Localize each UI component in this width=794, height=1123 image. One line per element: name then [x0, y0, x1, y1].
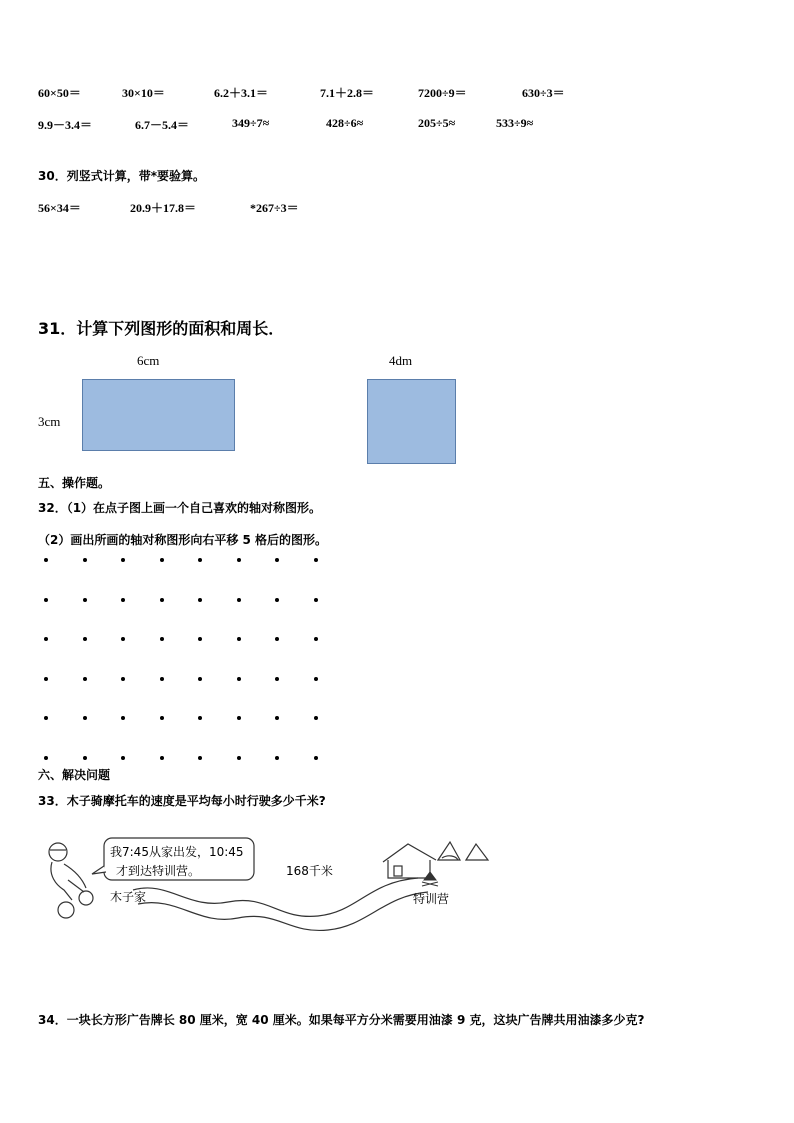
motorcycle-trip-illustration: [38, 830, 498, 940]
grid-dot[interactable]: [44, 558, 48, 562]
grid-dot[interactable]: [121, 637, 125, 641]
road-line-1: [133, 878, 418, 916]
grid-dot[interactable]: [237, 756, 241, 760]
grid-dot[interactable]: [198, 598, 202, 602]
rect-height-label: 3cm: [38, 414, 61, 429]
calc-item: 56×34＝: [38, 201, 81, 215]
grid-dot[interactable]: [121, 716, 125, 720]
question-32-part2: （2）画出所画的轴对称图形向右平移 5 格后的图形。: [38, 533, 328, 547]
grid-dot[interactable]: [44, 598, 48, 602]
grid-dot[interactable]: [83, 637, 87, 641]
grid-dot[interactable]: [237, 677, 241, 681]
grid-dot[interactable]: [160, 677, 164, 681]
grid-dot[interactable]: [83, 558, 87, 562]
camp-house-icon: [383, 842, 488, 878]
section-5-heading: 五、操作题。: [38, 476, 111, 490]
question-30-title: 30．列竖式计算，带*要验算。: [38, 169, 205, 183]
grid-dot[interactable]: [314, 756, 318, 760]
grid-dot[interactable]: [314, 598, 318, 602]
rect-width-label: 6cm: [137, 353, 160, 368]
question-31-title: 31．计算下列图形的面积和周长．: [38, 319, 285, 338]
calc-item: 533÷9≈: [496, 116, 534, 130]
question-34-title: 34．一块长方形广告牌长 80 厘米，宽 40 厘米。如果每平方分米需要用油漆 9 克，这块广告牌共用油漆多少克?: [38, 1013, 645, 1027]
calc-item: 630÷3＝: [522, 86, 565, 100]
calc-item: 9.9－3.4＝: [38, 118, 93, 132]
grid-dot[interactable]: [44, 677, 48, 681]
grid-dot[interactable]: [160, 598, 164, 602]
grid-dot[interactable]: [44, 637, 48, 641]
grid-dot[interactable]: [121, 677, 125, 681]
grid-dot[interactable]: [237, 716, 241, 720]
grid-dot[interactable]: [44, 756, 48, 760]
grid-dot[interactable]: [160, 558, 164, 562]
grid-dot[interactable]: [198, 716, 202, 720]
calc-item: 7.1＋2.8＝: [320, 86, 375, 100]
section-6-heading: 六、解决问题: [38, 768, 111, 782]
grid-dot[interactable]: [121, 598, 125, 602]
grid-dot[interactable]: [275, 637, 279, 641]
grid-dot[interactable]: [314, 716, 318, 720]
speech-text-line2: 才到达特训营。: [116, 864, 201, 878]
trip-drawing: [38, 830, 498, 940]
grid-dot[interactable]: [198, 756, 202, 760]
grid-dot[interactable]: [44, 716, 48, 720]
grid-dot[interactable]: [198, 558, 202, 562]
grid-dot[interactable]: [160, 716, 164, 720]
rectangle-figure: [82, 379, 235, 451]
grid-dot[interactable]: [198, 677, 202, 681]
motorcycle-rider-icon: [49, 843, 93, 918]
calc-item: 20.9＋17.8＝: [130, 201, 197, 215]
calc-item: 349÷7≈: [232, 116, 270, 130]
campfire-icon: [422, 872, 438, 886]
grid-dot[interactable]: [198, 637, 202, 641]
calc-item: 428÷6≈: [326, 116, 364, 130]
grid-dot[interactable]: [83, 756, 87, 760]
calc-item: 30×10＝: [122, 86, 165, 100]
calc-item: 205÷5≈: [418, 116, 456, 130]
calc-item: *267÷3＝: [250, 201, 299, 215]
grid-dot[interactable]: [275, 558, 279, 562]
calc-item: 6.7－5.4＝: [135, 118, 190, 132]
grid-dot[interactable]: [275, 716, 279, 720]
home-label: 木子家: [110, 890, 147, 904]
grid-dot[interactable]: [314, 637, 318, 641]
square-side-label: 4dm: [389, 353, 413, 368]
calc-item: 60×50＝: [38, 86, 81, 100]
grid-dot[interactable]: [314, 558, 318, 562]
calc-item: 7200÷9＝: [418, 86, 467, 100]
calc-item: 6.2＋3.1＝: [214, 86, 269, 100]
grid-dot[interactable]: [83, 716, 87, 720]
grid-dot[interactable]: [237, 558, 241, 562]
grid-dot[interactable]: [314, 677, 318, 681]
distance-label: 168千米: [286, 864, 333, 878]
grid-dot[interactable]: [121, 558, 125, 562]
grid-dot[interactable]: [160, 637, 164, 641]
grid-dot[interactable]: [160, 756, 164, 760]
grid-dot[interactable]: [275, 598, 279, 602]
grid-dot[interactable]: [275, 677, 279, 681]
speech-text-line1: 我7:45从家出发，10:45: [110, 845, 244, 859]
grid-dot[interactable]: [83, 677, 87, 681]
camp-label: 特训营: [413, 892, 450, 906]
question-33-title: 33．木子骑摩托车的速度是平均每小时行驶多少千米?: [38, 794, 326, 808]
grid-dot[interactable]: [83, 598, 87, 602]
square-figure: [367, 379, 456, 464]
grid-dot[interactable]: [237, 598, 241, 602]
grid-dot[interactable]: [237, 637, 241, 641]
grid-dot[interactable]: [275, 756, 279, 760]
grid-dot[interactable]: [121, 756, 125, 760]
question-32-part1: 32．（1）在点子图上画一个自己喜欢的轴对称图形。: [38, 501, 322, 515]
